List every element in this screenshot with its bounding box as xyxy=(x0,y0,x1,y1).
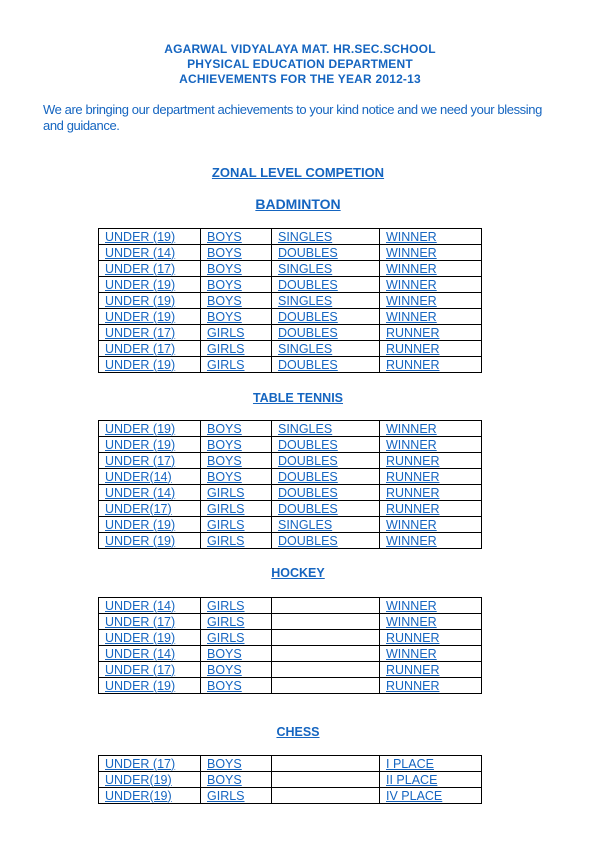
event-cell: DOUBLES xyxy=(272,533,380,549)
event-cell: DOUBLES xyxy=(272,325,380,341)
result-cell: RUNNER xyxy=(380,453,482,469)
event-cell: DOUBLES xyxy=(272,437,380,453)
event-cell: DOUBLES xyxy=(272,485,380,501)
gender-cell: BOYS xyxy=(201,662,272,678)
result-cell: WINNER xyxy=(380,309,482,325)
result-cell: WINNER xyxy=(380,277,482,293)
age-group-cell: UNDER (17) xyxy=(99,662,201,678)
age-group-cell: UNDER (14) xyxy=(99,245,201,261)
table-tennis-table xyxy=(98,420,482,549)
chess-table xyxy=(98,755,482,804)
intro-paragraph: We are bringing our department achievements to your kind notice and we need your blessing and guidance. xyxy=(43,102,542,133)
age-group-cell: UNDER (19) xyxy=(99,678,201,694)
gender-cell: BOYS xyxy=(201,469,272,485)
gender-cell: GIRLS xyxy=(201,325,272,341)
age-group-cell: UNDER (19) xyxy=(99,517,201,533)
age-group-cell: UNDER (19) xyxy=(99,357,201,373)
gender-cell: BOYS xyxy=(201,277,272,293)
gender-cell: BOYS xyxy=(201,772,272,788)
table-row xyxy=(99,229,482,245)
result-cell: RUNNER xyxy=(380,662,482,678)
age-group-cell: UNDER (19) xyxy=(99,421,201,437)
event-cell: DOUBLES xyxy=(272,469,380,485)
table-row xyxy=(99,533,482,549)
age-group-cell: UNDER (19) xyxy=(99,293,201,309)
gender-cell: BOYS xyxy=(201,261,272,277)
section-title-badminton: BADMINTON xyxy=(255,196,341,212)
event-cell xyxy=(272,630,380,646)
gender-cell: GIRLS xyxy=(201,517,272,533)
age-group-cell: UNDER (19) xyxy=(99,229,201,245)
event-cell xyxy=(272,772,380,788)
age-group-cell: UNDER(19) xyxy=(99,772,201,788)
event-cell: SINGLES xyxy=(272,261,380,277)
gender-cell: GIRLS xyxy=(201,614,272,630)
table-row xyxy=(99,646,482,662)
result-cell: WINNER xyxy=(380,598,482,614)
gender-cell: GIRLS xyxy=(201,341,272,357)
event-cell: DOUBLES xyxy=(272,245,380,261)
event-cell xyxy=(272,598,380,614)
gender-cell: BOYS xyxy=(201,646,272,662)
age-group-cell: UNDER (19) xyxy=(99,437,201,453)
age-group-cell: UNDER (19) xyxy=(99,309,201,325)
table-row xyxy=(99,772,482,788)
result-cell: RUNNER xyxy=(380,357,482,373)
table-row xyxy=(99,501,482,517)
gender-cell: BOYS xyxy=(201,453,272,469)
event-cell: SINGLES xyxy=(272,517,380,533)
result-cell: RUNNER xyxy=(380,341,482,357)
table-row xyxy=(99,485,482,501)
gender-cell: BOYS xyxy=(201,245,272,261)
table-row xyxy=(99,245,482,261)
gender-cell: BOYS xyxy=(201,756,272,772)
table-row xyxy=(99,437,482,453)
table-row xyxy=(99,261,482,277)
event-cell: SINGLES xyxy=(272,341,380,357)
age-group-cell: UNDER (17) xyxy=(99,341,201,357)
document-title: ACHIEVEMENTS FOR THE YEAR 2012-13 xyxy=(179,72,421,86)
table-row xyxy=(99,788,482,804)
result-cell: WINNER xyxy=(380,517,482,533)
department-name: PHYSICAL EDUCATION DEPARTMENT xyxy=(187,57,413,71)
result-cell: WINNER xyxy=(380,646,482,662)
age-group-cell: UNDER(17) xyxy=(99,501,201,517)
table-row xyxy=(99,614,482,630)
event-cell: SINGLES xyxy=(272,229,380,245)
event-cell xyxy=(272,678,380,694)
section-title-hockey: HOCKEY xyxy=(271,566,325,580)
result-cell: WINNER xyxy=(380,614,482,630)
result-cell: WINNER xyxy=(380,245,482,261)
gender-cell: GIRLS xyxy=(201,630,272,646)
table-row xyxy=(99,325,482,341)
age-group-cell: UNDER (14) xyxy=(99,485,201,501)
result-cell: WINNER xyxy=(380,421,482,437)
result-cell: II PLACE xyxy=(380,772,482,788)
result-cell: WINNER xyxy=(380,533,482,549)
result-cell: I PLACE xyxy=(380,756,482,772)
age-group-cell: UNDER (17) xyxy=(99,325,201,341)
table-row xyxy=(99,293,482,309)
gender-cell: GIRLS xyxy=(201,357,272,373)
age-group-cell: UNDER (19) xyxy=(99,277,201,293)
table-row xyxy=(99,469,482,485)
result-cell: WINNER xyxy=(380,293,482,309)
age-group-cell: UNDER (17) xyxy=(99,453,201,469)
event-cell xyxy=(272,614,380,630)
gender-cell: GIRLS xyxy=(201,533,272,549)
event-cell xyxy=(272,788,380,804)
age-group-cell: UNDER (14) xyxy=(99,598,201,614)
result-cell: WINNER xyxy=(380,261,482,277)
age-group-cell: UNDER (19) xyxy=(99,630,201,646)
event-cell: DOUBLES xyxy=(272,357,380,373)
gender-cell: GIRLS xyxy=(201,788,272,804)
result-cell: RUNNER xyxy=(380,485,482,501)
result-cell: RUNNER xyxy=(380,325,482,341)
event-cell: DOUBLES xyxy=(272,309,380,325)
hockey-table xyxy=(98,597,482,694)
table-row xyxy=(99,309,482,325)
gender-cell: BOYS xyxy=(201,229,272,245)
result-cell: RUNNER xyxy=(380,469,482,485)
result-cell: RUNNER xyxy=(380,501,482,517)
age-group-cell: UNDER(14) xyxy=(99,469,201,485)
gender-cell: BOYS xyxy=(201,421,272,437)
table-row xyxy=(99,678,482,694)
event-cell xyxy=(272,756,380,772)
age-group-cell: UNDER (19) xyxy=(99,533,201,549)
school-name: AGARWAL VIDYALAYA MAT. HR.SEC.SCHOOL xyxy=(164,42,436,56)
table-row xyxy=(99,341,482,357)
table-row xyxy=(99,662,482,678)
table-row xyxy=(99,357,482,373)
gender-cell: BOYS xyxy=(201,309,272,325)
gender-cell: GIRLS xyxy=(201,485,272,501)
result-cell: WINNER xyxy=(380,437,482,453)
age-group-cell: UNDER (17) xyxy=(99,756,201,772)
event-cell xyxy=(272,662,380,678)
gender-cell: BOYS xyxy=(201,678,272,694)
event-cell: SINGLES xyxy=(272,293,380,309)
result-cell: WINNER xyxy=(380,229,482,245)
table-row xyxy=(99,756,482,772)
gender-cell: BOYS xyxy=(201,293,272,309)
table-row xyxy=(99,453,482,469)
age-group-cell: UNDER(19) xyxy=(99,788,201,804)
event-cell: DOUBLES xyxy=(272,277,380,293)
section-title-table-tennis: TABLE TENNIS xyxy=(252,391,344,405)
badminton-table xyxy=(98,228,482,373)
event-cell: DOUBLES xyxy=(272,501,380,517)
table-row xyxy=(99,421,482,437)
result-cell: RUNNER xyxy=(380,630,482,646)
table-row xyxy=(99,630,482,646)
section-title-chess: CHESS xyxy=(276,725,320,739)
gender-cell: GIRLS xyxy=(201,598,272,614)
age-group-cell: UNDER (17) xyxy=(99,614,201,630)
event-cell xyxy=(272,646,380,662)
gender-cell: BOYS xyxy=(201,437,272,453)
table-row xyxy=(99,517,482,533)
result-cell: RUNNER xyxy=(380,678,482,694)
level-title: ZONAL LEVEL COMPETION xyxy=(211,165,385,180)
age-group-cell: UNDER (17) xyxy=(99,261,201,277)
table-row xyxy=(99,598,482,614)
age-group-cell: UNDER (14) xyxy=(99,646,201,662)
gender-cell: GIRLS xyxy=(201,501,272,517)
event-cell: DOUBLES xyxy=(272,453,380,469)
result-cell: IV PLACE xyxy=(380,788,482,804)
event-cell: SINGLES xyxy=(272,421,380,437)
document-header xyxy=(0,42,600,87)
table-row xyxy=(99,277,482,293)
